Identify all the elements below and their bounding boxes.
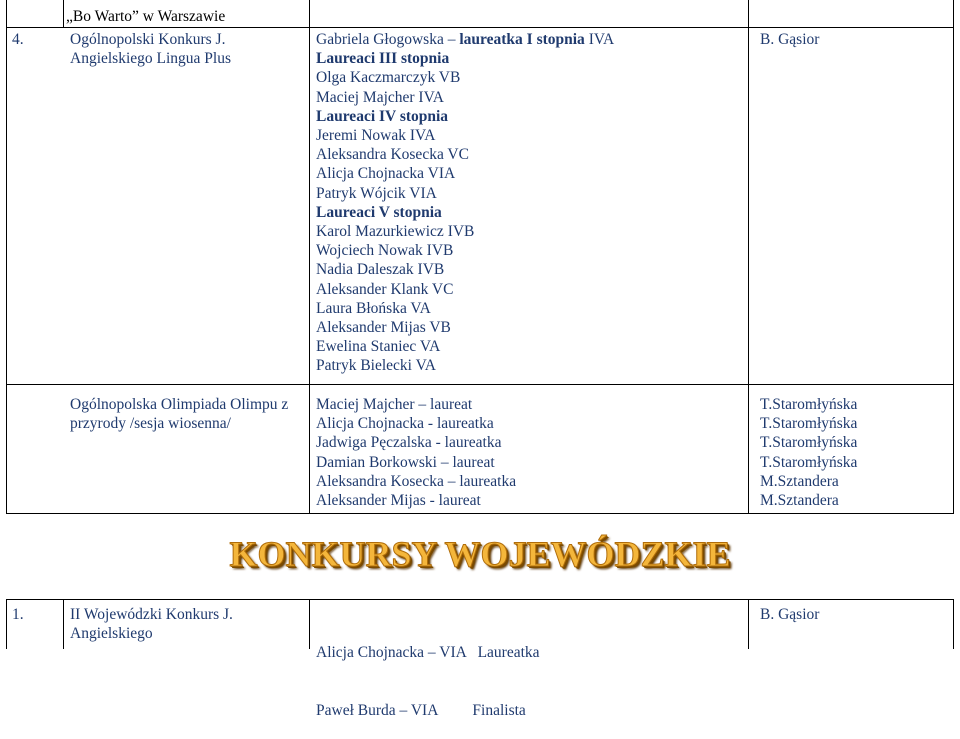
section-banner-title: KONKURSY WOJEWÓDZKIE <box>229 534 731 574</box>
table2-col-3 <box>748 384 749 514</box>
award-header: Laureaci IV stopnia <box>316 107 449 125</box>
teacher-line: M.Sztandera <box>760 472 839 490</box>
result-line: Maciej Majcher – laureat <box>316 396 473 413</box>
row4-results <box>316 30 614 376</box>
table2-col-2 <box>309 384 310 514</box>
row4-competition: Ogólnopolski Konkurs J. Angielskiego Lingua Plus <box>70 31 232 68</box>
result-line: Alicja Chojnacka – VIA Laureatka <box>316 644 540 662</box>
row-divider-mid <box>6 384 954 385</box>
result-line: Jadwiga Pęczalska - laureatka <box>316 434 502 452</box>
row1-number: 1. <box>12 606 24 623</box>
table3-border-right <box>953 599 954 649</box>
row1-competition: II Wojewódzki Konkurs J. Angielskiego <box>70 606 233 643</box>
result-line: Patryk Bielecki VA <box>316 357 436 375</box>
row4-teacher: B. Gąsior <box>760 31 820 48</box>
result-line: Aleksandra Kosecka VC <box>316 146 469 164</box>
result-line: Aleksandra Kosecka – laureatka <box>316 472 517 490</box>
result-line: Jeremi Nowak IVA <box>316 127 436 145</box>
result-line: Alicja Chojnacka VIA <box>316 165 456 183</box>
result-line: Aleksander Mijas VB <box>316 319 451 337</box>
result-line: Paweł Burda – VIA Finalista <box>316 702 526 720</box>
teacher-line: M.Sztandera <box>760 492 839 510</box>
result-line: Karol Mazurkiewicz IVB <box>316 223 475 241</box>
teacher-line: T.Staromłyńska <box>760 396 858 413</box>
teacher-line: T.Staromłyńska <box>760 434 858 452</box>
table3-border-left <box>6 599 7 649</box>
row5-results <box>316 395 516 510</box>
result-line: Laura Błońska VA <box>316 299 431 317</box>
result-line: Wojciech Nowak IVB <box>316 242 454 260</box>
result-line: Damian Borkowski – laureat <box>316 453 495 471</box>
row5-competition: Ogólnopolska Olimpiada Olimpu z przyrody /sesja wiosenna/ <box>70 396 289 433</box>
col-divider-3 <box>748 0 749 385</box>
result-line: Nadia Daleszak IVB <box>316 261 445 279</box>
result-line: Aleksander Klank VC <box>316 280 454 298</box>
result-line: Alicja Chojnacka - laureatka <box>316 415 494 433</box>
table2-bottom <box>6 513 954 514</box>
row-divider-top <box>6 27 954 28</box>
award-header: Laureaci III stopnia <box>316 50 450 68</box>
row5-teachers <box>760 395 857 510</box>
row4-number: 4. <box>12 31 24 48</box>
teacher-line: T.Staromłyńska <box>760 415 858 433</box>
top-fragment-text: „Bo Warto” w Warszawie <box>66 8 226 25</box>
result-line: Patryk Wójcik VIA <box>316 184 437 202</box>
result-line: Maciej Majcher IVA <box>316 88 444 106</box>
table3-col-2 <box>309 599 310 649</box>
table3-col-3 <box>748 599 749 649</box>
table2-border-left <box>6 384 7 514</box>
teacher-line: T.Staromłyńska <box>760 453 858 471</box>
result-line: Ewelina Staniec VA <box>316 338 441 356</box>
row1-results <box>316 605 540 739</box>
result-line: Gabriela Głogowska – laureatka I stopnia IVA <box>316 31 615 48</box>
col-divider-2 <box>309 0 310 385</box>
award-header: Laureaci V stopnia <box>316 203 442 221</box>
table3-col-1 <box>63 599 64 649</box>
table2-border-right <box>953 384 954 514</box>
col-divider-1 <box>63 0 64 28</box>
table3-top <box>6 599 954 600</box>
table-border-right <box>953 0 954 385</box>
result-line: Aleksander Mijas - laureat <box>316 492 481 510</box>
row1-teacher: B. Gąsior <box>760 606 820 623</box>
table-border-left <box>6 0 7 385</box>
result-line: Olga Kaczmarczyk VB <box>316 69 461 87</box>
